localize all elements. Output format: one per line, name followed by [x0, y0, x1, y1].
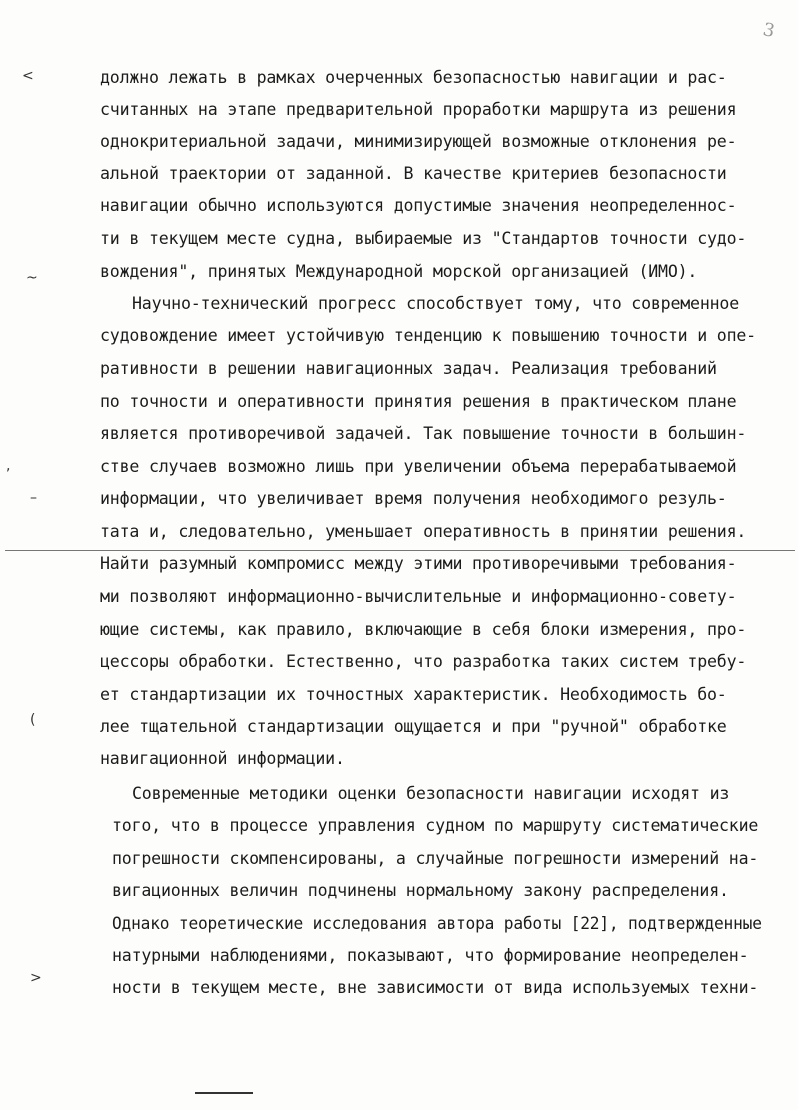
text-line: вождения", принятых Международной морской организацией (ИМО).: [100, 262, 698, 281]
text-line: судовождение имеет устойчивую тенденцию к повышению точности и опе-: [100, 326, 756, 345]
text-line: Найти разумный компромисс между этими противоречивыми требования-: [100, 554, 737, 573]
text-line: ности в текущем месте, вне зависимости от вида используемых техни-: [112, 978, 759, 997]
text-line: тата и, следовательно, уменьшает оперативность в принятии решения.: [100, 522, 747, 541]
margin-mark: (: [30, 712, 36, 728]
margin-mark: ~: [26, 270, 38, 286]
text-line: ми позволяют информационно-вычислительные и информационно-совету-: [100, 587, 737, 606]
text-line: погрешности скомпенсированы, а случайные погрешности измерений на-: [112, 849, 759, 868]
text-line: натурными наблюдениями, показывают, что формирование неопределен-: [112, 946, 749, 965]
page-number: 3: [760, 19, 777, 42]
text-line: Научно-технический прогресс способствует тому, что современное: [132, 294, 739, 313]
text-line: должно лежать в рамках очерченных безопасностью навигации и рас-: [100, 68, 727, 87]
text-line: ти в текущем месте судна, выбираемые из "Стандартов точности судо-: [100, 229, 747, 248]
text-line: вигационных величин подчинены нормальному закону распределения.: [112, 881, 729, 900]
footer-dash: [195, 1092, 253, 1094]
margin-mark: –: [30, 490, 37, 506]
text-line: ет стандартизации их точностных характеристик. Необходимость бо-: [100, 685, 727, 704]
text-line: ющие системы, как правило, включающие в себя блоки измерения, про-: [100, 620, 747, 639]
text-line: альной траектории от заданной. В качестве критериев безопасности: [100, 164, 727, 183]
margin-mark: <: [22, 68, 34, 84]
text-line: навигации обычно используются допустимые значения неопределеннос-: [100, 196, 737, 215]
text-line: навигационной информации.: [100, 749, 345, 768]
text-line: является противоречивой задачей. Так повышение точности в большин-: [100, 424, 747, 443]
text-line: Современные методики оценки безопасности навигации исходят из: [132, 784, 730, 803]
margin-mark: ,: [6, 458, 11, 474]
text-line: лее тщательной стандартизации ощущается и при "ручной" обработке: [100, 717, 727, 736]
text-line: стве случаев возможно лишь при увеличении объема перерабатываемой: [100, 457, 737, 476]
margin-mark: >: [30, 970, 42, 986]
text-line: по точности и оперативности принятия решения в практическом плане: [100, 392, 737, 411]
text-line: цессоры обработки. Естественно, что разработка таких систем требу-: [100, 652, 747, 671]
text-line: того, что в процессе управления судном по маршруту систематические: [112, 816, 759, 835]
text-line: Однако теоретические исследования автора работы [22], подтвержденные: [112, 914, 762, 933]
text-line: считанных на этапе предварительной проработки маршрута из решения: [100, 100, 737, 119]
text-line: ративности в решении навигационных задач. Реализация требований: [100, 359, 717, 378]
text-line: информации, что увеличивает время получения необходимого резуль-: [100, 489, 727, 508]
text-line: однокритериальной задачи, минимизирующей возможные отклонения ре-: [100, 132, 737, 151]
